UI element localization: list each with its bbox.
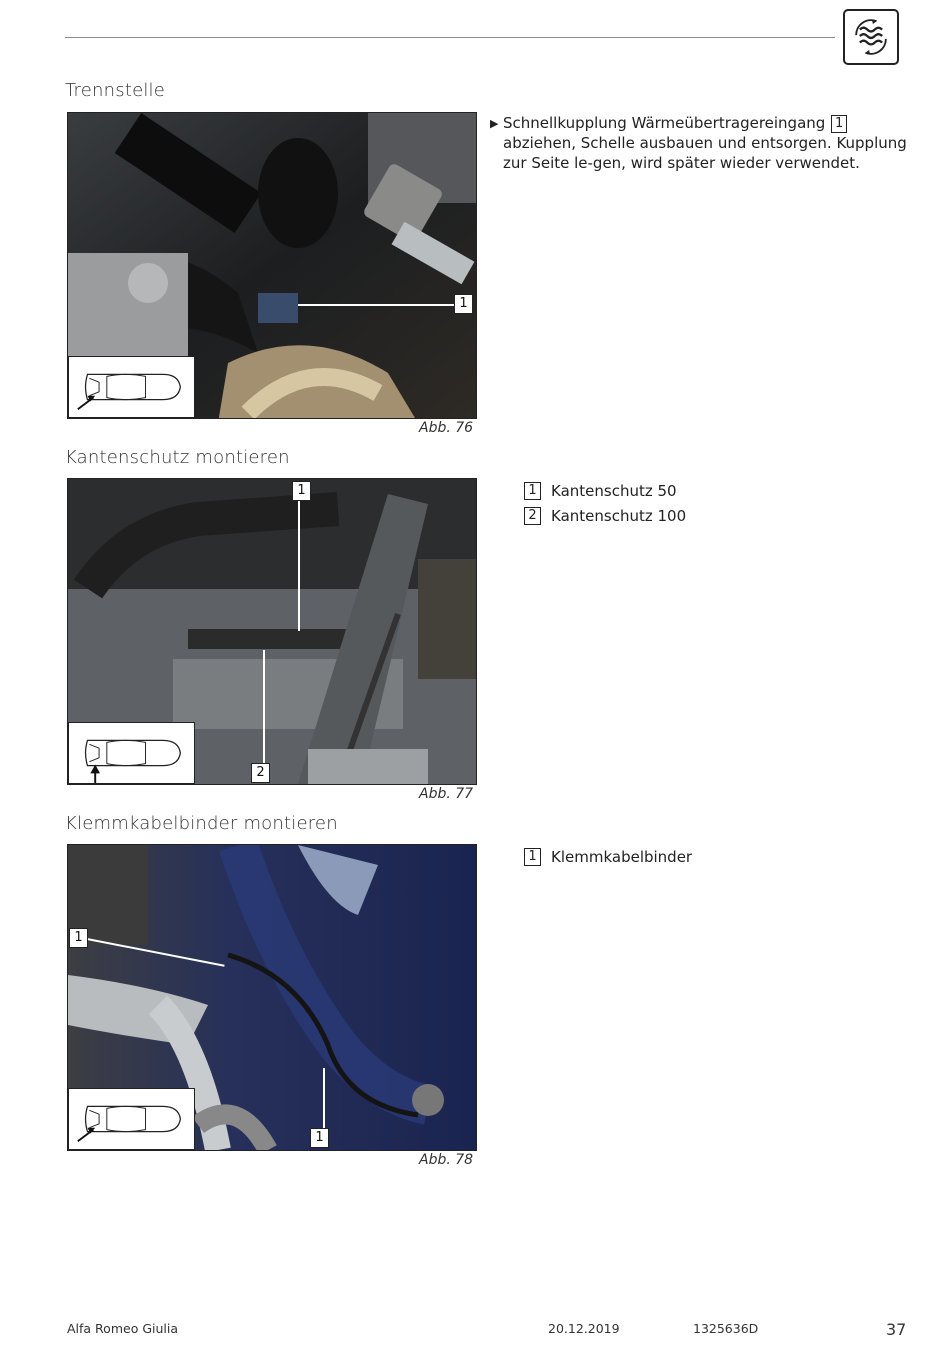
page-number: 37 <box>886 1320 907 1339</box>
callout-1: 1 <box>69 928 88 948</box>
callout-1: 1 <box>310 1128 329 1148</box>
step-text: abziehen, Schelle ausbauen und entsorgen. Kupplung zur Seite le-gen, wird später wieder verwendet. <box>503 134 907 172</box>
photo-abb-76 <box>67 112 477 419</box>
legend-item <box>524 503 686 528</box>
legend-label: Klemmkabelbinder <box>551 847 693 866</box>
footer-date: 20.12.2019 <box>548 1321 620 1336</box>
callout-2: 2 <box>251 763 270 783</box>
heat-exchanger-icon <box>843 9 899 65</box>
legend-label: Kantenschutz 50 <box>551 481 677 500</box>
vehicle-location-inset <box>68 356 195 418</box>
legend-badge: 1 <box>524 482 541 500</box>
legend-list <box>524 478 686 528</box>
step-text: Schnellkupplung Wärmeübertragereingang <box>503 114 826 132</box>
callout-1: 1 <box>292 481 311 501</box>
vehicle-location-inset <box>68 722 195 784</box>
legend-item <box>524 478 686 503</box>
callout-1: 1 <box>454 294 473 314</box>
header-rule <box>65 37 835 38</box>
legend-badge: 1 <box>524 848 541 866</box>
vehicle-location-inset <box>68 1088 195 1150</box>
photo-abb-78 <box>67 844 477 1151</box>
legend-label: Kantenschutz 100 <box>551 506 687 525</box>
legend-item <box>524 844 692 869</box>
footer-doc-number: 1325636D <box>693 1321 759 1336</box>
figure-caption: Abb. 78 <box>419 1152 474 1168</box>
section-title-kantenschutz: Kantenschutz montieren <box>65 447 290 468</box>
callout-leader <box>298 304 456 306</box>
section-title-trennstelle: Trennstelle <box>65 80 166 101</box>
figure-caption: Abb. 76 <box>419 420 474 436</box>
section-title-klemmkabelbinder: Klemmkabelbinder montieren <box>65 813 338 834</box>
photo-abb-77 <box>67 478 477 785</box>
callout-leader <box>263 650 265 765</box>
footer-model: Alfa Romeo Giulia <box>67 1321 179 1336</box>
legend-list <box>524 844 692 869</box>
inline-callout-badge: 1 <box>831 115 847 133</box>
legend-badge: 2 <box>524 507 541 525</box>
figure-caption: Abb. 77 <box>419 786 474 802</box>
instruction-step <box>490 113 910 173</box>
step-arrow-icon: ▶ <box>490 117 499 130</box>
callout-leader <box>323 1068 325 1130</box>
callout-leader <box>298 501 300 631</box>
